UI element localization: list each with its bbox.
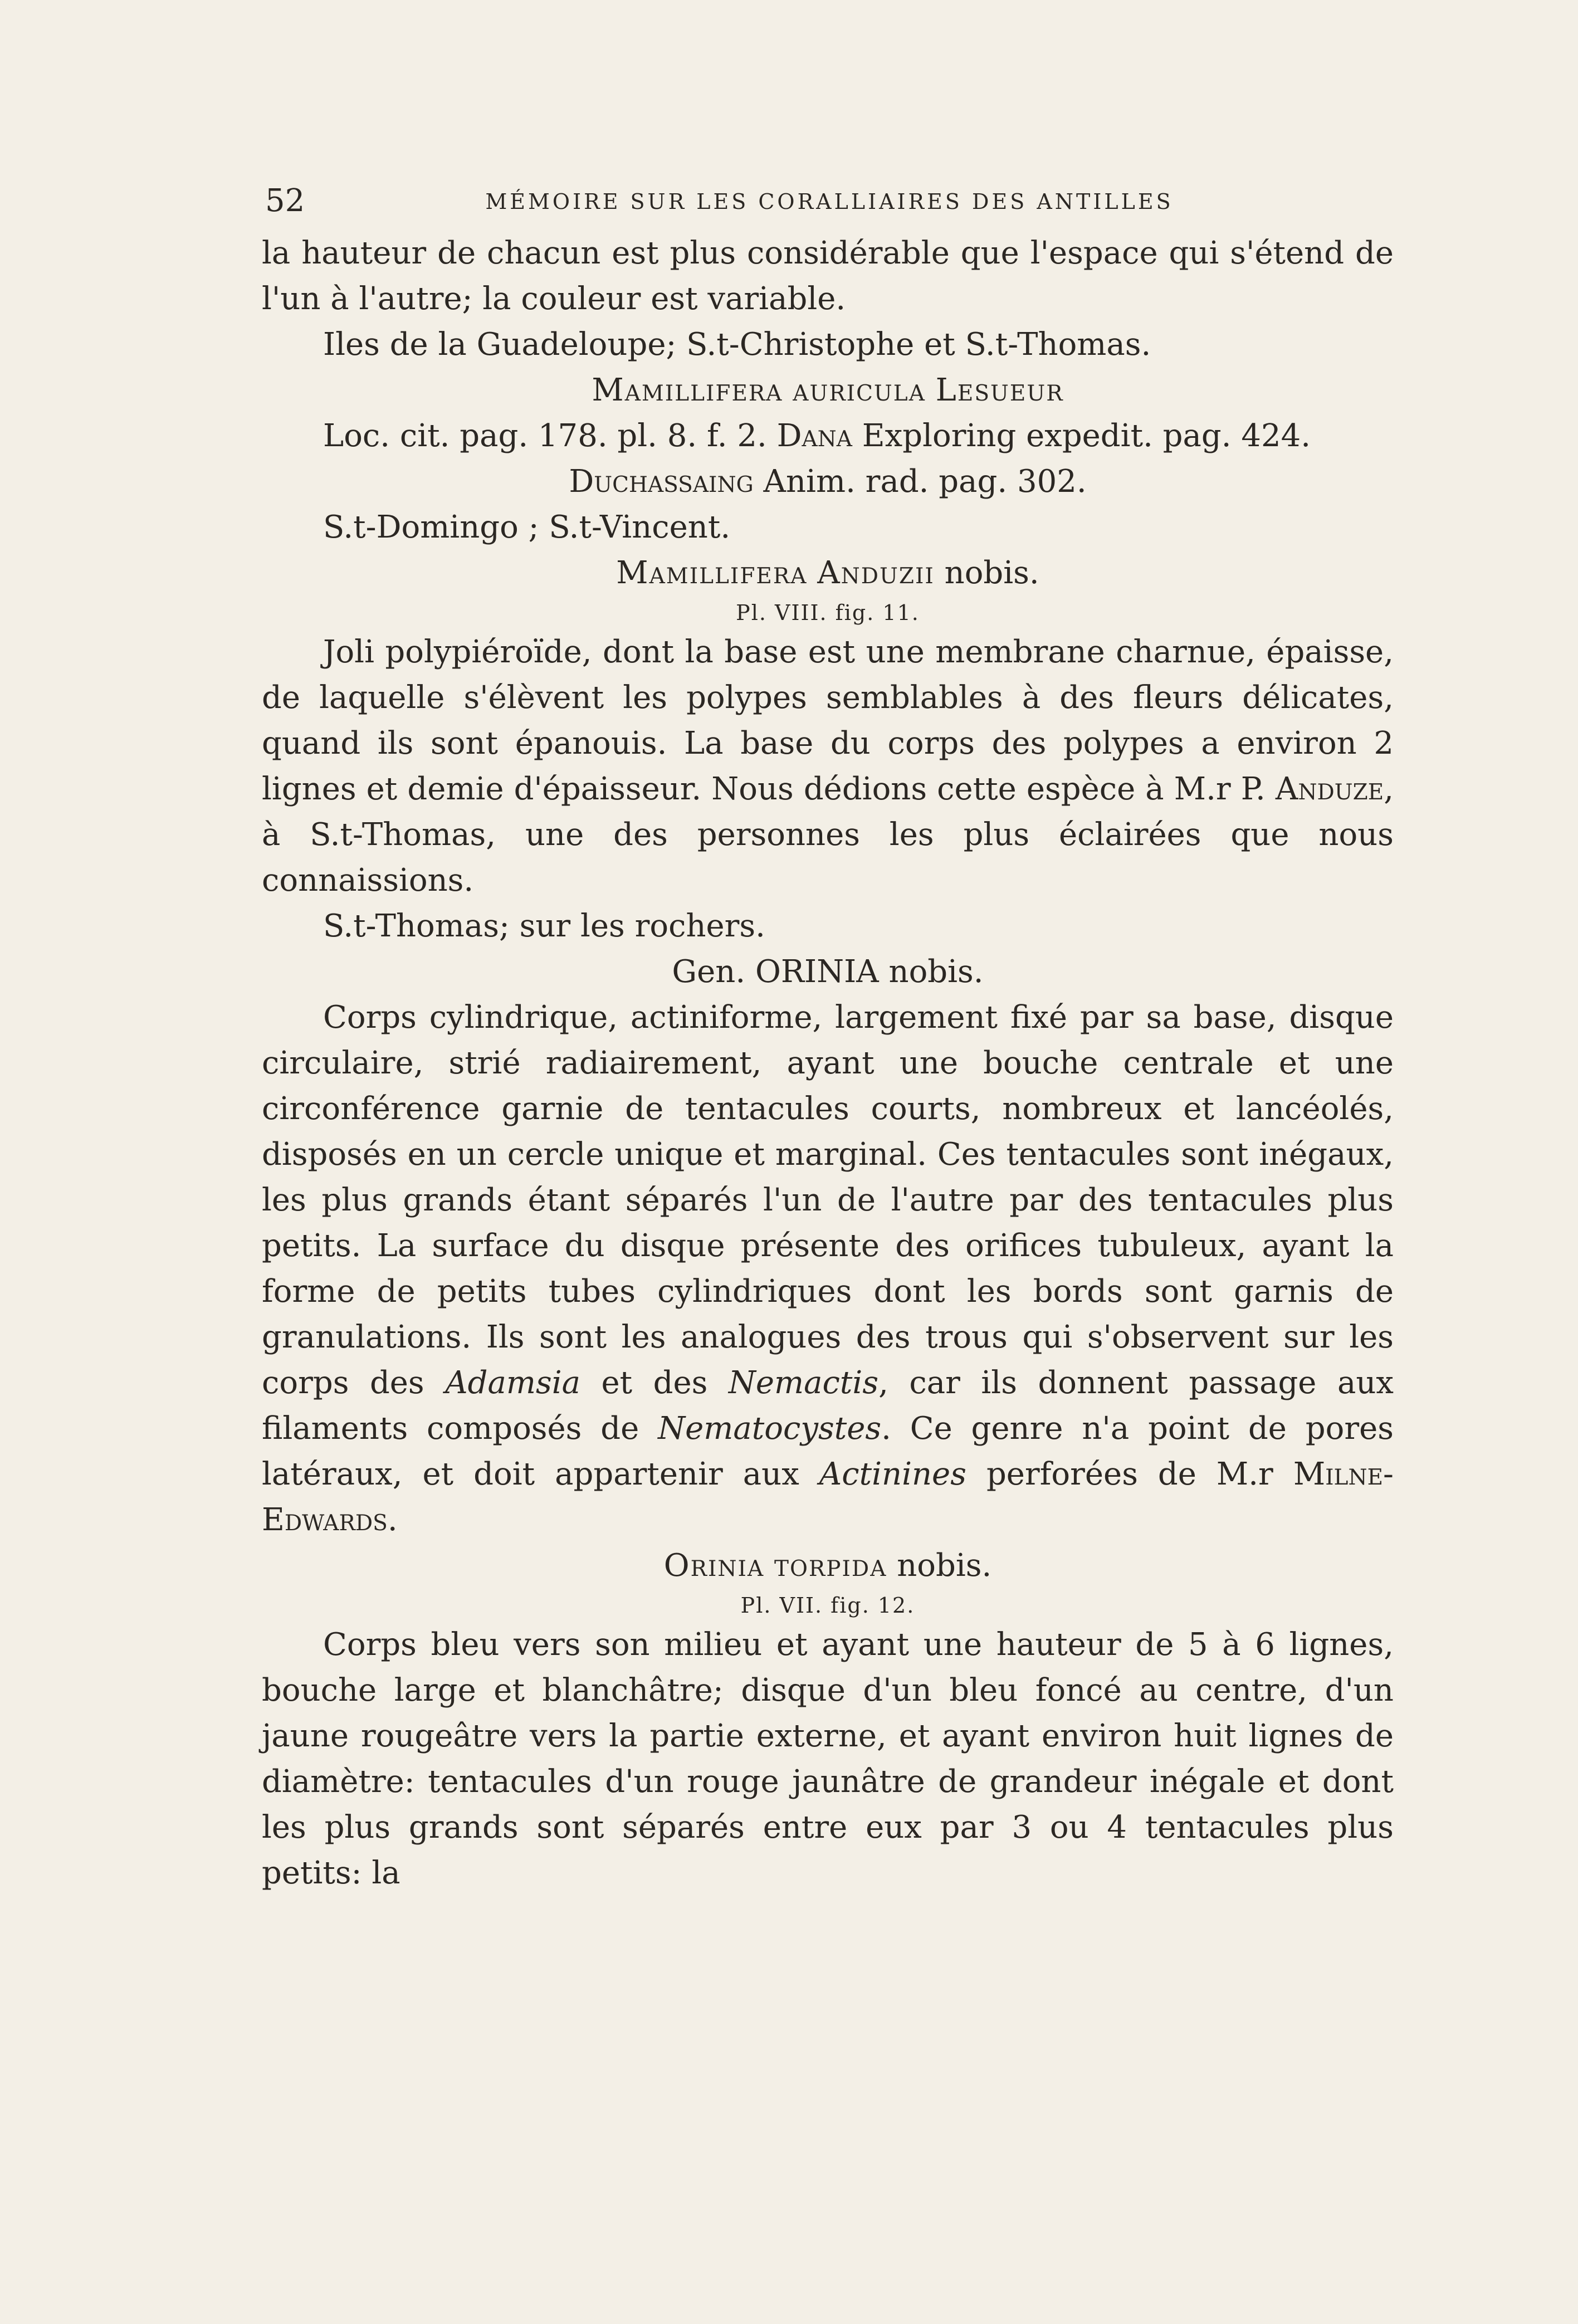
author-name: Lesueur <box>935 372 1064 408</box>
genus-heading: Gen. ORINIA nobis. <box>672 954 984 990</box>
genus-name: Mamillifera <box>592 372 783 408</box>
description-text: Corps cylindrique, actiniforme, largement fixé par sa base, disque circulaire, strié radiairement, ayant une bouche centrale et une circonférence garnie de tentacules courts, nombreux et lancéolés, disposés en un cercle unique et marginal. Ces tentacules sont inégaux, les plus grands étant séparés l'un de l'autre par des tentacules plus petits. La surface du disque présente des orifices tubuleux, ayant la forme de petits tubes cylindriques dont les bords sont garnis de granulations. Ils sont les analogues des trous qui s'observent sur les corps des <box>262 999 1394 1401</box>
taxon-name: Adamsia <box>445 1365 580 1401</box>
person-name: Anduze <box>1275 771 1384 807</box>
text-body <box>262 231 1394 1896</box>
reference-author: Duchassaing <box>569 463 754 500</box>
page-header <box>265 179 1394 224</box>
reference-text: Anim. rad. pag. 302. <box>763 463 1087 500</box>
taxon-name: Nematocystes <box>658 1410 882 1447</box>
species-heading-auricula <box>262 368 1394 413</box>
species-heading-torpida <box>262 1543 1394 1589</box>
person-name: Milne-Edwards <box>262 1456 1394 1538</box>
description-text: . Ce genre n'a point de pores latéraux, et doit appartenir aux <box>262 1410 1394 1492</box>
author-name: nobis. <box>944 555 1039 591</box>
description-text: , car ils donnent passage aux filaments composés de <box>262 1365 1394 1447</box>
anduzii-locality: S.t-Thomas; sur les rochers. <box>323 908 765 944</box>
reference-text: Loc. cit. pag. 178. pl. 8. f. 2. <box>323 418 767 454</box>
genus-description <box>262 995 1394 1543</box>
genus-name: Orinia <box>663 1547 765 1584</box>
anduzii-description <box>262 629 1394 904</box>
description-text: Joli polypiéroïde, dont la base est une membrane charnue, épaisse, de laquelle s'élèvent les polypes semblables à des fleurs délicates, quand ils sont épanouis. La base du corps des polypes a environ 2 lignes et demie d'épaisseur. Nous dédions cette espèce à M.r P. <box>262 634 1394 807</box>
species-name: Anduzii <box>817 555 935 591</box>
genus-name: Mamillifera <box>616 555 808 591</box>
author-name: nobis. <box>897 1547 992 1584</box>
taxon-name: Nemactis <box>728 1365 879 1401</box>
reference-text: Exploring expedit. pag. 424. <box>862 418 1311 454</box>
reference-line-2 <box>262 459 1394 505</box>
description-text: et des <box>601 1365 708 1401</box>
intro-localities: Iles de la Guadeloupe; S.t-Christophe et S.t-Thomas. <box>323 326 1151 363</box>
description-text: . <box>387 1502 398 1538</box>
torpida-description: Corps bleu vers son milieu et ayant une hauteur de 5 à 6 lignes, bouche large et blanchâtre; disque d'un bleu foncé au centre, d'un jaune rougeâtre vers la partie externe, et ayant environ huit lignes de diamètre: tentacules d'un rouge jaunâtre de grandeur inégale et dont les plus grands sont séparés entre eux par 3 ou 4 tentacules plus petits: la <box>262 1627 1394 1891</box>
species-name: torpida <box>774 1547 887 1584</box>
plate-reference: Pl. VIII. fig. 11. <box>736 600 920 625</box>
plate-reference: Pl. VII. fig. 12. <box>740 1593 915 1618</box>
page-number: 52 <box>265 183 305 219</box>
reference-line-1 <box>262 413 1394 459</box>
auricula-localities: S.t-Domingo ; S.t-Vincent. <box>323 509 731 545</box>
taxon-name: Actinines <box>819 1456 966 1492</box>
description-text: , à S.t-Thomas, une des personnes les plus éclairées que nous connaissions. <box>262 771 1394 899</box>
reference-author: Dana <box>776 418 852 454</box>
species-name: auricula <box>793 372 926 408</box>
species-heading-anduzii <box>262 550 1394 596</box>
running-title: MÉMOIRE SUR LES CORALLIAIRES DES ANTILLES <box>485 189 1174 214</box>
description-text: perforées de M.r <box>986 1456 1273 1492</box>
intro-paragraph: la hauteur de chacun est plus considérable que l'espace qui s'étend de l'un à l'autre; la couleur est variable. <box>262 235 1394 317</box>
